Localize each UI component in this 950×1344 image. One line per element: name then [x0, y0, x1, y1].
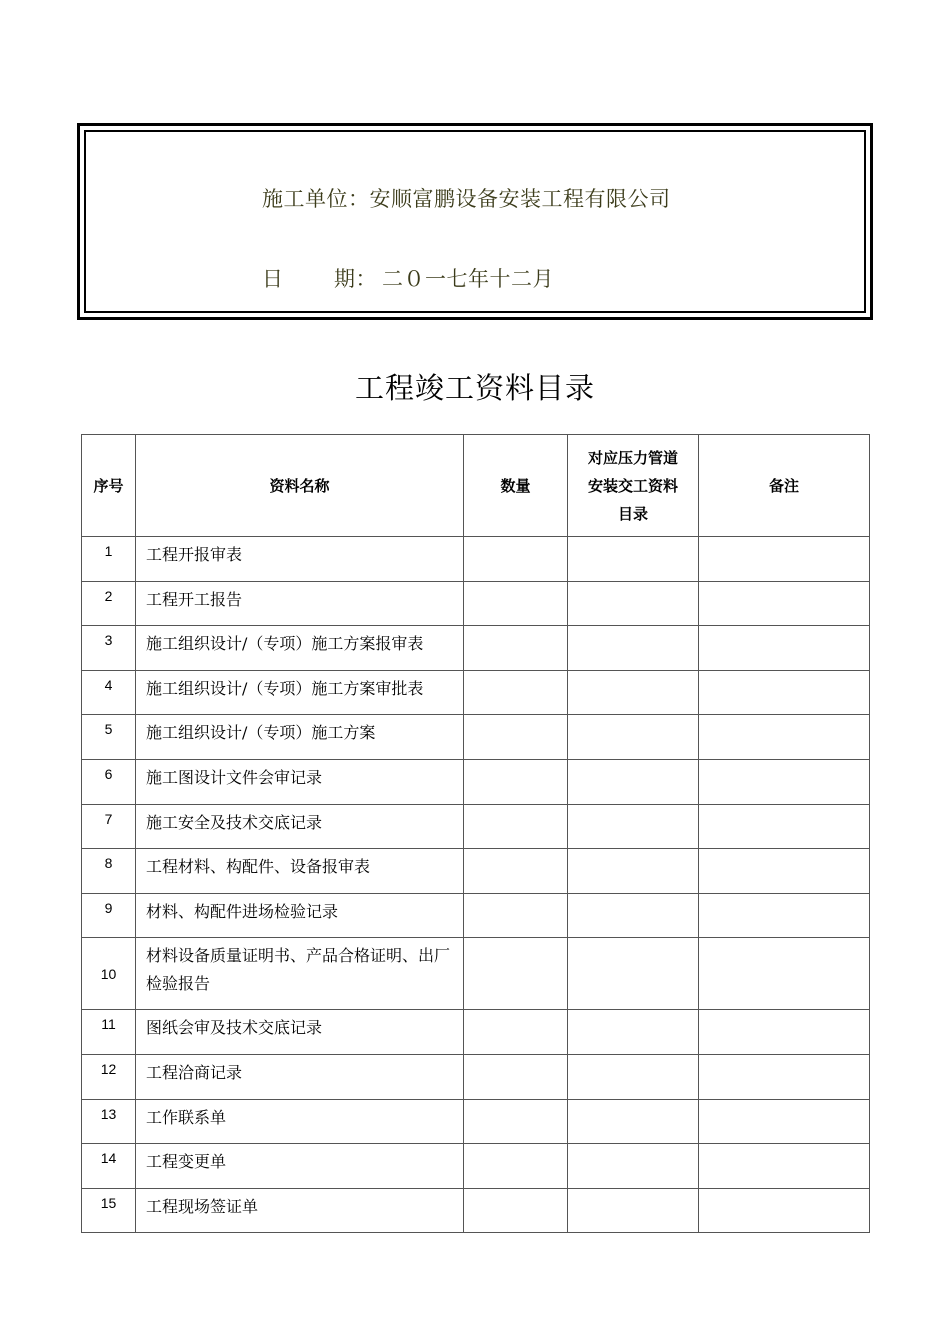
table-row: [82, 804, 870, 849]
header-pipeline-doc-line1: 对应压力管道: [587, 448, 678, 467]
row-remark-cell: [699, 759, 870, 804]
page-title: 工程竣工资料目录: [354, 371, 595, 405]
row-name: 施工安全及技术交底记录: [136, 804, 464, 849]
table-row: [82, 893, 870, 938]
row-name: 施工组织设计/（专项）施工方案审批表: [136, 670, 464, 715]
row-remark-cell: [699, 626, 870, 671]
row-doc-cell: [568, 1010, 699, 1055]
row-seq: 9: [82, 893, 136, 938]
date-label: [262, 263, 382, 293]
row-name: 工程开工报告: [136, 581, 464, 626]
row-qty-cell: [464, 1010, 568, 1055]
header-pipeline-doc-line2: 安装交工资料: [587, 476, 678, 495]
date-value: 二０一七年十二月: [382, 267, 554, 291]
row-remark-cell: [699, 581, 870, 626]
header-name: 资料名称: [136, 435, 464, 537]
row-remark-cell: [699, 1099, 870, 1144]
construction-unit-label: 施工单位：: [262, 187, 370, 211]
row-qty-cell: [464, 581, 568, 626]
row-qty-cell: [464, 893, 568, 938]
row-doc-cell: [568, 1099, 699, 1144]
row-qty-cell: [464, 938, 568, 1010]
row-doc-cell: [568, 849, 699, 894]
row-seq: 13: [82, 1099, 136, 1144]
table-row: [82, 1010, 870, 1055]
row-seq: 1: [82, 537, 136, 582]
row-remark-cell: [699, 1144, 870, 1189]
row-doc-cell: [568, 626, 699, 671]
table-row: [82, 537, 870, 582]
row-qty-cell: [464, 1099, 568, 1144]
cover-info-inner-border: [84, 130, 866, 313]
row-name: 工作联系单: [136, 1099, 464, 1144]
row-seq: 3: [82, 626, 136, 671]
row-doc-cell: [568, 804, 699, 849]
row-seq: 10: [82, 938, 136, 1010]
header-seq: 序号: [82, 435, 136, 537]
table-row: [82, 670, 870, 715]
row-qty-cell: [464, 1054, 568, 1099]
row-qty-cell: [464, 1144, 568, 1189]
table-row: [82, 849, 870, 894]
row-seq: 6: [82, 759, 136, 804]
row-qty-cell: [464, 537, 568, 582]
header-pipeline-doc: [568, 435, 699, 537]
row-qty-cell: [464, 849, 568, 894]
row-remark-cell: [699, 1010, 870, 1055]
table-row: [82, 1144, 870, 1189]
row-remark-cell: [699, 715, 870, 760]
construction-unit-value: 安顺富鹏设备安装工程有限公司: [369, 187, 671, 211]
row-seq: 4: [82, 670, 136, 715]
row-name: 施工组织设计/（专项）施工方案: [136, 715, 464, 760]
row-remark-cell: [699, 893, 870, 938]
row-name: 施工图设计文件会审记录: [136, 759, 464, 804]
catalog-table: [81, 434, 870, 1233]
row-name: 工程材料、构配件、设备报审表: [136, 849, 464, 894]
row-doc-cell: [568, 537, 699, 582]
row-qty-cell: [464, 670, 568, 715]
row-remark-cell: [699, 670, 870, 715]
header-pipeline-doc-line3: 目录: [617, 504, 648, 523]
row-remark-cell: [699, 537, 870, 582]
table-row: [82, 938, 870, 1010]
row-seq: 14: [82, 1144, 136, 1189]
row-doc-cell: [568, 1144, 699, 1189]
row-doc-cell: [568, 1054, 699, 1099]
row-doc-cell: [568, 581, 699, 626]
construction-unit-line: [262, 183, 671, 213]
row-doc-cell: [568, 938, 699, 1010]
row-name: 图纸会审及技术交底记录: [136, 1010, 464, 1055]
table-row: [82, 1099, 870, 1144]
row-doc-cell: [568, 759, 699, 804]
row-remark-cell: [699, 1188, 870, 1233]
table-row: [82, 1188, 870, 1233]
row-seq: 12: [82, 1054, 136, 1099]
row-qty-cell: [464, 759, 568, 804]
cover-info-box: [77, 123, 873, 320]
row-seq: 2: [82, 581, 136, 626]
row-seq: 11: [82, 1010, 136, 1055]
row-qty-cell: [464, 715, 568, 760]
row-name: 工程洽商记录: [136, 1054, 464, 1099]
table-row: [82, 759, 870, 804]
table-row: [82, 715, 870, 760]
header-remark: 备注: [699, 435, 870, 537]
row-seq: 5: [82, 715, 136, 760]
row-doc-cell: [568, 893, 699, 938]
row-remark-cell: [699, 804, 870, 849]
row-name: 工程开报审表: [136, 537, 464, 582]
row-remark-cell: [699, 849, 870, 894]
row-doc-cell: [568, 715, 699, 760]
row-name: 工程现场签证单: [136, 1188, 464, 1233]
row-name: 材料、构配件进场检验记录: [136, 893, 464, 938]
row-doc-cell: [568, 1188, 699, 1233]
row-name: 工程变更单: [136, 1144, 464, 1189]
row-qty-cell: [464, 804, 568, 849]
table-header-row: [82, 435, 870, 537]
row-remark-cell: [699, 1054, 870, 1099]
row-seq: 8: [82, 849, 136, 894]
row-seq: 15: [82, 1188, 136, 1233]
table-row: [82, 581, 870, 626]
date-line: [262, 263, 554, 293]
row-name: 材料设备质量证明书、产品合格证明、出厂检验报告: [136, 938, 464, 1010]
table-row: [82, 626, 870, 671]
row-remark-cell: [699, 938, 870, 1010]
header-qty: 数量: [464, 435, 568, 537]
row-seq: 7: [82, 804, 136, 849]
date-label-part1: 日: [262, 267, 284, 291]
row-name: 施工组织设计/（专项）施工方案报审表: [136, 626, 464, 671]
table-row: [82, 1054, 870, 1099]
row-doc-cell: [568, 670, 699, 715]
date-label-part2: 期：: [334, 267, 377, 291]
row-qty-cell: [464, 1188, 568, 1233]
row-qty-cell: [464, 626, 568, 671]
